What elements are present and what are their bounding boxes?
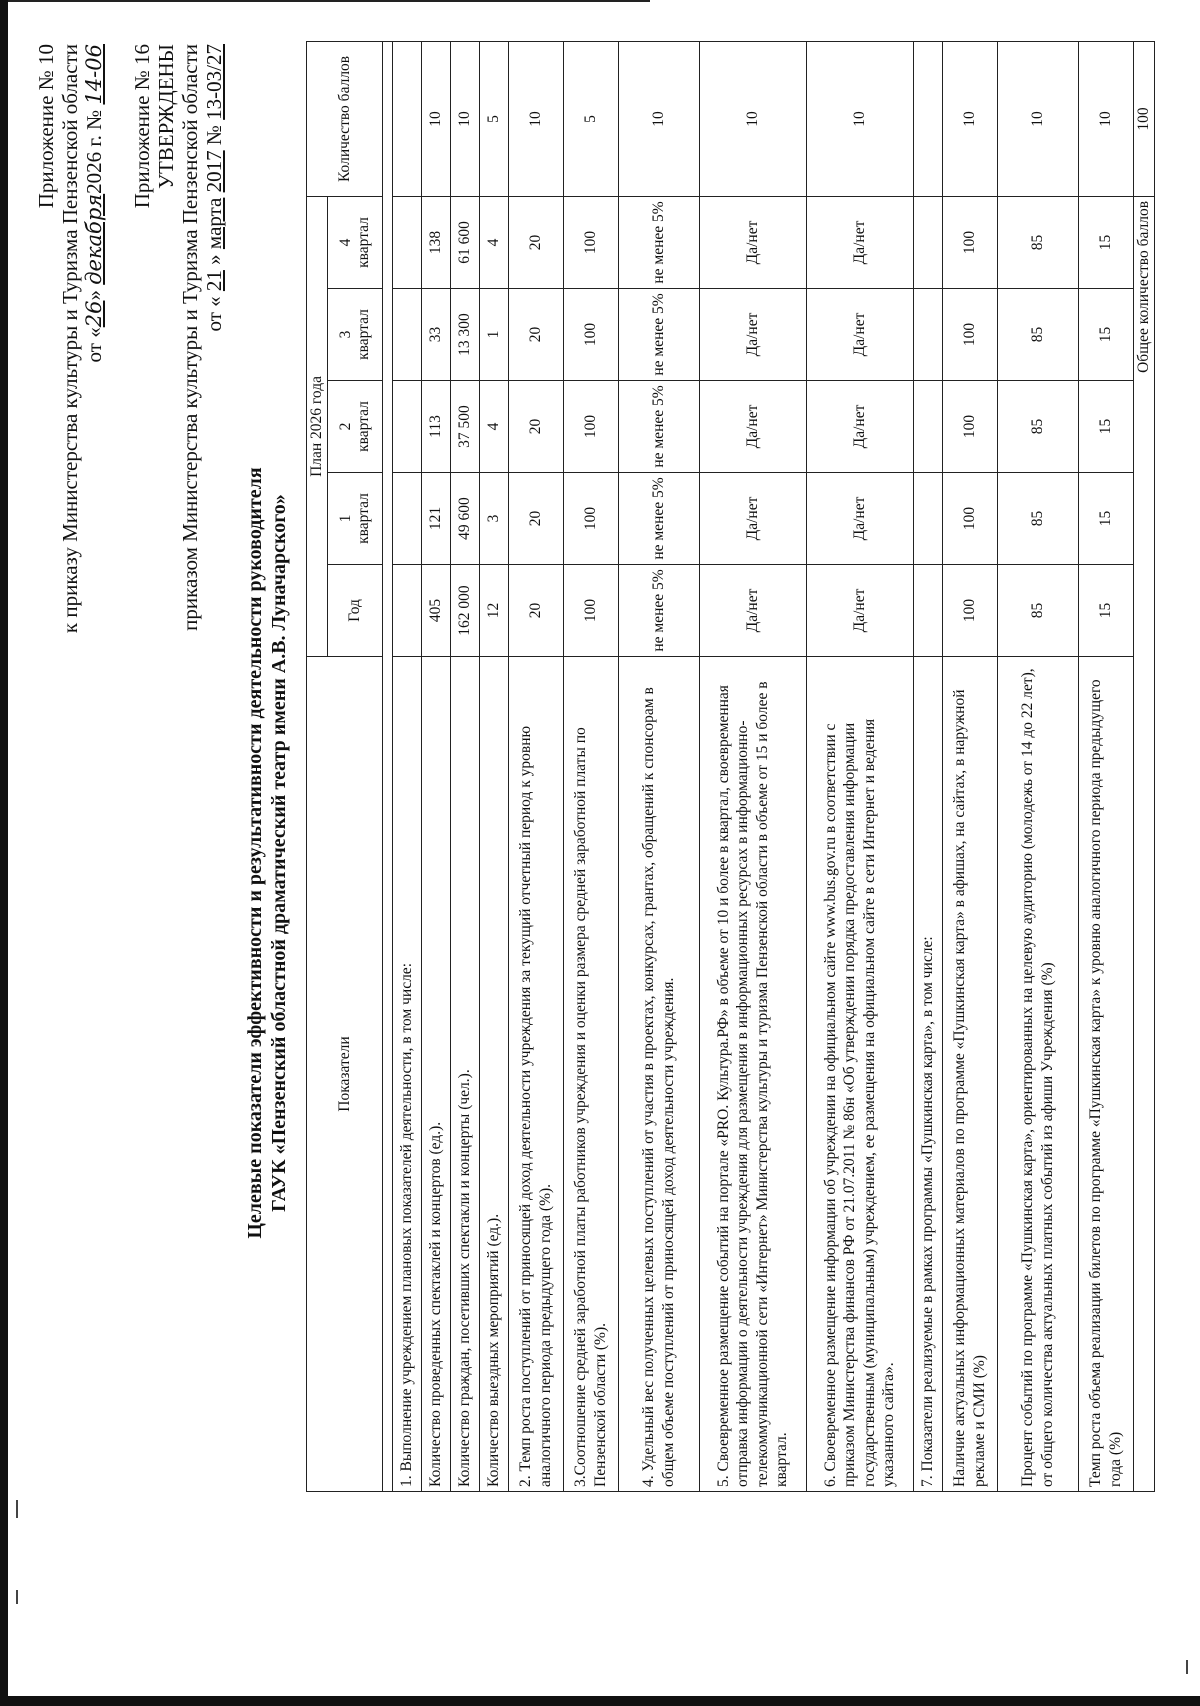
q4-cell — [392, 196, 421, 288]
q3-cell: 100 — [563, 289, 618, 381]
year-cell: 20 — [508, 565, 563, 657]
points-cell: 10 — [1078, 41, 1133, 196]
handwritten-number: 14-06 — [82, 44, 106, 105]
document-subtitle: ГАУК «Пензенский областной драматический театр имени А.В. Луначарского» — [268, 494, 290, 1212]
q2-cell: 100 — [942, 381, 997, 473]
q2-cell: 4 — [479, 381, 508, 473]
q1-cell: 100 — [942, 473, 997, 565]
q4-cell: Да/нет — [699, 196, 806, 288]
q4-cell: не менее 5% — [618, 196, 699, 288]
q2-cell — [913, 381, 942, 473]
points-cell: 10 — [699, 41, 806, 196]
q1-cell: 20 — [508, 473, 563, 565]
table-row — [997, 41, 1078, 1491]
q4-cell: 20 — [508, 196, 563, 288]
year-cell — [913, 565, 942, 657]
q3-cell: 85 — [997, 289, 1078, 381]
q2-cell — [392, 381, 421, 473]
q1-cell: 3 — [479, 473, 508, 565]
indicator-cell: Количество проведенных спектаклей и концертов (ед.). — [421, 657, 450, 1492]
points-cell — [913, 41, 942, 196]
q1-cell: не менее 5% — [618, 473, 699, 565]
year-cell: 15 — [1078, 565, 1133, 657]
year-cell: Да/нет — [699, 565, 806, 657]
indicator-cell: Количество выездных мероприятий (ед.). — [479, 657, 508, 1492]
points-cell: 10 — [421, 41, 450, 196]
appendix10-order: к приказу Министерства культуры и Туризма Пензенской области — [58, 44, 82, 634]
table-row — [1078, 41, 1133, 1491]
handwritten-day: 26 — [82, 300, 106, 328]
table-row — [563, 41, 618, 1491]
points-cell: 10 — [618, 41, 699, 196]
year-cell: 12 — [479, 565, 508, 657]
q4-cell: 85 — [997, 196, 1078, 288]
points-cell: 10 — [508, 41, 563, 196]
header-q4: 4 квартал — [327, 196, 382, 288]
total-value: 100 — [1133, 41, 1154, 196]
points-cell: 10 — [450, 41, 479, 196]
table-row — [913, 41, 942, 1491]
indicator-cell: Темп роста объема реализации билетов по программе «Пушкинская карта» к уровню аналогичного периода предыдущего года (%) — [1078, 657, 1133, 1492]
q3-cell — [392, 289, 421, 381]
q1-cell: 121 — [421, 473, 450, 565]
table-row — [618, 41, 699, 1491]
header-indicators: Показатели — [307, 657, 383, 1492]
table-row — [450, 41, 479, 1491]
q1-cell — [392, 473, 421, 565]
points-cell: 10 — [997, 41, 1078, 196]
document-title: Целевые показатели эффективности и результативности деятельности руководителя — [244, 467, 266, 1239]
q2-cell: 113 — [421, 381, 450, 473]
year-cell — [392, 565, 421, 657]
appendix16-date: от « 21 » марта 2017 № 13-03/27 — [202, 44, 226, 332]
q1-cell: 85 — [997, 473, 1078, 565]
q4-cell: 4 — [479, 196, 508, 288]
table-row — [479, 41, 508, 1491]
header-separator — [382, 41, 392, 1491]
points-cell: 5 — [563, 41, 618, 196]
q1-cell: Да/нет — [806, 473, 913, 565]
header-q3: 3 квартал — [327, 289, 382, 381]
q4-cell: 100 — [563, 196, 618, 288]
appendix16-number: Приложение № 16 — [130, 44, 154, 209]
year-cell: 162 000 — [450, 565, 479, 657]
indicator-cell: 2. Темп роста поступлений от приносящей доход деятельности учреждения за текущий отчетный период к уровню аналогичного периода предыдущего года (%). — [508, 657, 563, 1492]
q4-cell: 61 600 — [450, 196, 479, 288]
indicators-body — [392, 41, 1133, 1491]
year-cell: Да/нет — [806, 565, 913, 657]
indicator-cell: 4. Удельный вес полученных целевых поступлений от участия в проектах, конкурсах, грантах, обращений к спонсорам в общем объеме поступлений от приносящей доход деятельности учреждения. — [618, 657, 699, 1492]
q2-cell: 85 — [997, 381, 1078, 473]
q3-cell: 33 — [421, 289, 450, 381]
q1-cell: Да/нет — [699, 473, 806, 565]
appendix10-date: от «26» декабря2026 г. № 14-06 — [82, 44, 106, 363]
header-q2: 2 квартал — [327, 381, 382, 473]
header-plan: План 2026 года — [307, 196, 328, 656]
q2-cell: Да/нет — [699, 381, 806, 473]
table-row — [421, 41, 450, 1491]
q2-cell: 37 500 — [450, 381, 479, 473]
appendix10-number: Приложение № 10 — [34, 44, 58, 209]
points-cell: 10 — [942, 41, 997, 196]
table-row — [942, 41, 997, 1491]
q3-cell: 100 — [942, 289, 997, 381]
q1-cell: 49 600 — [450, 473, 479, 565]
q3-cell: 13 300 — [450, 289, 479, 381]
q3-cell: 1 — [479, 289, 508, 381]
table-row — [806, 41, 913, 1491]
header-points: Количество баллов — [307, 41, 383, 196]
year-cell: 85 — [997, 565, 1078, 657]
q3-cell: не менее 5% — [618, 289, 699, 381]
q2-cell: не менее 5% — [618, 381, 699, 473]
indicator-cell: Процент событий по программе «Пушкинская карта», ориентированных на целевую аудиторию (молодежь от 14 до 22 лет), от общего количества актуальных платных событий из афиши Учреждения (%) — [997, 657, 1078, 1492]
table-row — [699, 41, 806, 1491]
q4-cell: 138 — [421, 196, 450, 288]
q3-cell: 20 — [508, 289, 563, 381]
points-cell — [392, 41, 421, 196]
points-cell: 5 — [479, 41, 508, 196]
q3-cell: Да/нет — [699, 289, 806, 381]
indicator-cell: 1. Выполнение учреждением плановых показателей деятельности, в том числе: — [392, 657, 421, 1492]
indicator-cell: 5. Своевременное размещение событий на портале «PRO. Культура.РФ» в объеме от 10 и более в квартал, своевременная отправка информации о деятельности учреждения для размещения в информационных ресурсах в информационно-телекоммуникационной сети «Интернет» Министерства культуры и туризма Пензенской области в объеме от 15 и более в квартал. — [699, 657, 806, 1492]
appendix16-order: приказом Министерства культуры и Туризма Пензенской области — [178, 44, 202, 631]
q2-cell: 15 — [1078, 381, 1133, 473]
points-cell: 10 — [806, 41, 913, 196]
year-cell: 100 — [563, 565, 618, 657]
indicator-cell: 3.Соотношение средней заработной платы работников учреждения и оценки размера средней заработной платы по Пензенской области (%). — [563, 657, 618, 1492]
q2-cell: Да/нет — [806, 381, 913, 473]
indicator-cell: 7. Показатели реализуемые в рамках программы «Пушкинская карта», в том числе: — [913, 657, 942, 1492]
q2-cell: 20 — [508, 381, 563, 473]
q1-cell: 100 — [563, 473, 618, 565]
table-row — [392, 41, 421, 1491]
q1-cell: 15 — [1078, 473, 1133, 565]
indicator-cell: Наличие актуальных информационных материалов по программе «Пушкинская карта» в афишах, на сайтах, в наружной рекламе и СМИ (%) — [942, 657, 997, 1492]
q2-cell: 100 — [563, 381, 618, 473]
q1-cell — [913, 473, 942, 565]
table-row — [508, 41, 563, 1491]
q4-cell: 100 — [942, 196, 997, 288]
header-year: Год — [327, 565, 382, 657]
year-cell: не менее 5% — [618, 565, 699, 657]
handwritten-month: декабря — [82, 193, 106, 285]
q3-cell: Да/нет — [806, 289, 913, 381]
header-q1: 1 квартал — [327, 473, 382, 565]
q4-cell: Да/нет — [806, 196, 913, 288]
year-cell: 405 — [421, 565, 450, 657]
indicator-cell: Количество граждан, посетивших спектакли и концерты (чел.). — [450, 657, 479, 1492]
total-label: Общее количество баллов — [1133, 196, 1154, 1491]
q3-cell — [913, 289, 942, 381]
table-header-row — [307, 41, 328, 1491]
q4-cell — [913, 196, 942, 288]
indicator-cell: 6. Своевременное размещение информации об учреждении на официальном сайте www.bus.gov.ru в соответствии с приказом Министерства финансов РФ от 21.07.2011 № 86н «Об утверждении порядка предоставления информации государственным (муниципальным) учреждением, ее размещения на официальном сайте в сети Интернет и ведения указанного сайта». — [806, 657, 913, 1492]
q4-cell: 15 — [1078, 196, 1133, 288]
total-row — [1133, 41, 1154, 1491]
year-cell: 100 — [942, 565, 997, 657]
indicators-table — [306, 41, 1155, 1492]
q3-cell: 15 — [1078, 289, 1133, 381]
appendix16-approved: УТВЕРЖДЕНЫ — [154, 44, 178, 189]
